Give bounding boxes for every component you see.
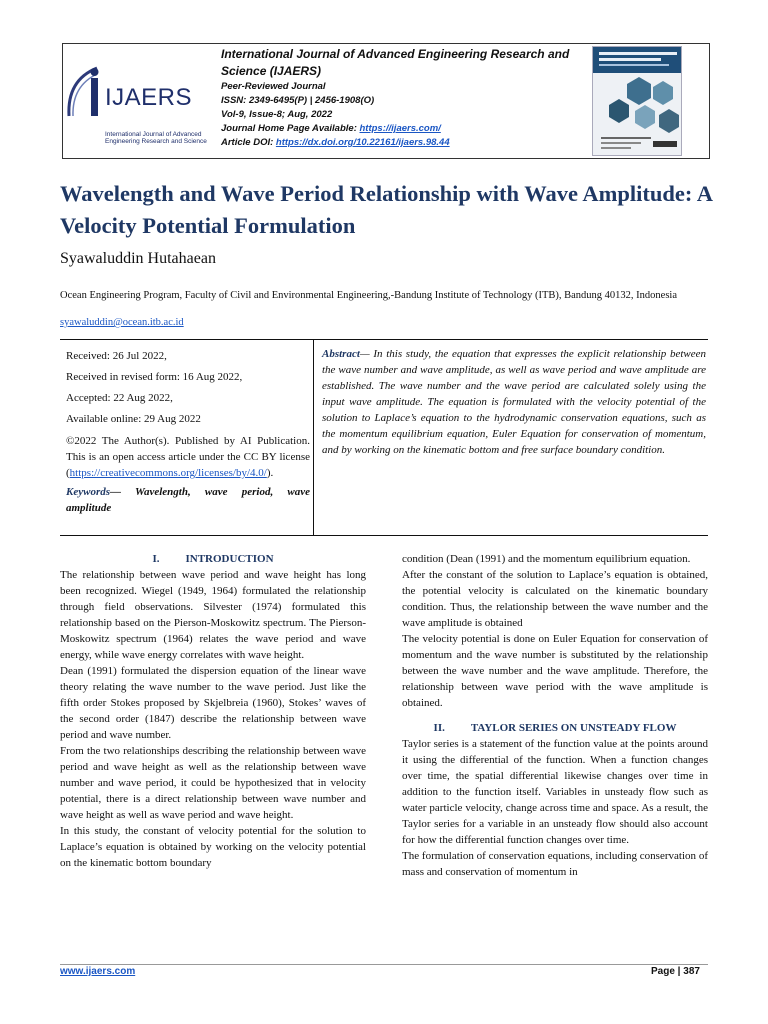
info-divider: [313, 340, 314, 535]
paragraph: condition (Dean (1991) and the momentum equilibrium equation.: [402, 553, 691, 565]
article-info-frame: [60, 339, 708, 536]
section-title: INTRODUCTION: [185, 553, 274, 565]
keywords-label: Keywords: [66, 486, 110, 498]
logo-letters: IJAERS: [105, 84, 193, 111]
volume: Vol-9, Issue-8; Aug, 2022: [221, 109, 333, 120]
journal-logo: [63, 56, 211, 148]
license-link[interactable]: https://creativecommons.org/licenses/by/4.0/: [69, 467, 267, 479]
cover-art-icon: [593, 47, 682, 156]
abstract: [322, 346, 706, 458]
paragraph: In this study, the constant of velocity potential for the solution to Laplace’s equation is obtained by working on the velocity potential on the kinematic bottom boundary: [60, 825, 366, 869]
author-email-link[interactable]: syawaluddin@ocean.itb.ac.id: [60, 317, 184, 328]
body-column-left: [60, 551, 366, 871]
license-close: ).: [266, 467, 274, 479]
journal-info: [221, 46, 581, 150]
accepted-date: Accepted: 22 Aug 2022,: [66, 392, 173, 404]
doi-line: [221, 136, 581, 150]
author-affiliation: Ocean Engineering Program, Faculty of Civil and Environmental Engineering,-Bandung Institute of Technology (ITB), Bandung 40132, Indonesia: [60, 290, 677, 301]
body-column-right: [402, 551, 708, 880]
logo-text-line1: International Journal of Advanced: [105, 131, 202, 138]
section-heading-taylor: [402, 720, 708, 736]
paragraph: After the constant of the solution to Laplace’s equation is obtained, the potential velocity is calculated on the kinematic boundary condition. Thus, the relationship between the wave number and the wave amplitude is obtained: [402, 569, 708, 629]
home-page-link[interactable]: https://ijaers.com/: [359, 123, 441, 134]
logo-text-line2: Engineering Research and Science: [105, 138, 207, 145]
journal-cover-image: [592, 46, 682, 156]
received-date: Received: 26 Jul 2022,: [66, 350, 167, 362]
license-text: ©2022 The Author(s). Published by AI Publication. This is an open access article under the CC BY license (: [66, 435, 310, 479]
issn: ISSN: 2349-6495(P) | 2456-1908(O): [221, 95, 375, 106]
article-history: [66, 346, 310, 516]
paragraph: Dean (1991) formulated the dispersion equation of the linear wave theory relating the wave number to the wave period. Just like the fifth order Stokes proposed by Skjelbreia (1960), Stokes’ waves of the second order (1847) describe the relationship between wave period and wave number.: [60, 665, 366, 741]
footer-rule: [60, 964, 708, 965]
footer-site-link[interactable]: www.ijaers.com: [60, 966, 136, 977]
doi-label: Article DOI:: [221, 137, 276, 148]
paragraph: Taylor series is a statement of the function value at the points around it using the differential of the function. When a function changes over time, the spatial differential likewise changes over time in addition to the function itself. Variables in unsteady flow such as water particle velocity, change across time and space. As a result, the Taylor series for a variable in an unsteady flow should also account for how the differential function changes over time.: [402, 738, 708, 846]
section-number: II.: [433, 722, 445, 734]
paragraph: From the two relationships describing the relationship between wave period and wave height as well as the relationship between wave number and wave period, it could be hypothesized that in velocity potential, there is a direct relationship between wave number and wave height as well as wave period and wave height.: [60, 745, 366, 821]
paragraph: The formulation of conservation equations, including conservation of mass and conservation of momentum in: [402, 850, 708, 878]
paragraph: The velocity potential is done on Euler Equation for conservation of momentum and the wave number is substituted by the relationship between the wave number and the wave amplitude. Therefore, the relationship between wave period with the wave amplitude is obtained.: [402, 633, 708, 709]
home-page-label: Journal Home Page Available:: [221, 123, 360, 134]
journal-header: [62, 43, 710, 159]
keywords: [66, 484, 310, 516]
home-page-line: [221, 122, 581, 136]
license-statement: [66, 433, 310, 481]
abstract-text: — In this study, the equation that expresses the explicit relationship between the wave number and wave amplitude, as well as wave period and wave amplitude are established. The wave number and the wave period are calculated solely using the input wave amplitude. The equation is formulated with the velocity potential of the solution to Laplace’s equation to the hydrodynamic conservation equations, such as the momentum equilibrium equation, Euler Equation for conservation of momentum, and by working on the kinematic bottom and free surface boundary condition.: [322, 348, 706, 456]
page-number: Page | 387: [651, 966, 700, 977]
paragraph: The relationship between wave period and wave height has long been recognized. Wiegel (1949, 1964) formulated the relationship through field observations. Silvester (1974) formulated this relationship based on the Pierson-Moskowitz spectrum. The Pierson-Moskowitz spectrum (1964) relates the wave period and wave energy, while wave energy correlates with wave height.: [60, 569, 366, 661]
author-name: Syawaluddin Hutahaean: [60, 250, 216, 267]
section-heading-introduction: [60, 551, 366, 567]
doi-link[interactable]: https://dx.doi.org/10.22161/ijaers.98.44: [275, 137, 450, 148]
revised-date: Received in revised form: 16 Aug 2022,: [66, 371, 243, 383]
article-title: Wavelength and Wave Period Relationship with Wave Amplitude: A Velocity Potential Formulation: [60, 181, 712, 238]
journal-name: International Journal of Advanced Engineering Research and Science (IJAERS): [221, 47, 570, 78]
abstract-label: Abstract: [322, 348, 360, 360]
section-gap: [402, 711, 708, 720]
keywords-text: — Wavelength, wave period, wave amplitude: [66, 486, 310, 514]
online-date: Available online: 29 Aug 2022: [66, 413, 201, 425]
peer-reviewed: Peer-Reviewed Journal: [221, 81, 326, 92]
section-title: TAYLOR SERIES ON UNSTEADY FLOW: [470, 722, 677, 734]
section-number: I.: [152, 553, 160, 565]
